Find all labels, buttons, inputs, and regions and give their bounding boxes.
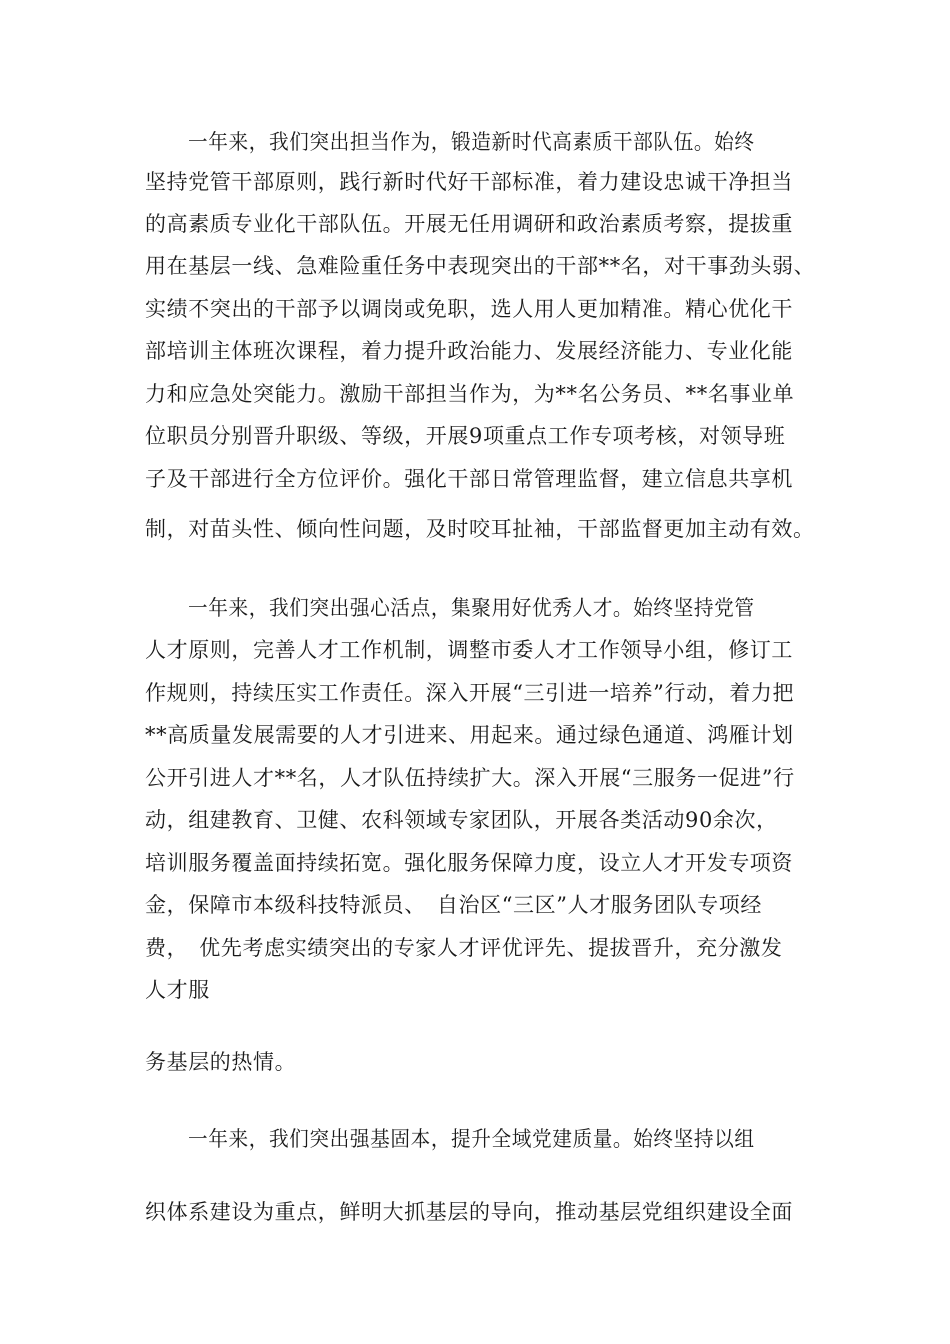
paragraph-2-line-1: 一年来，我们突出强心活点，集聚用好优秀人才。始终坚持党管: [188, 596, 755, 620]
paragraph-1-line-9: 子及干部进行全方位评价。强化干部日常管理监督，建立信息共享机: [145, 467, 793, 491]
paragraph-1-line-10: 制，对苗头性、倾向性问题，及时咬耳扯袖，干部监督更加主动有效。: [145, 517, 815, 541]
paragraph-2-line-10: 人才服: [145, 978, 210, 1002]
paragraph-3-line-1: 一年来，我们突出强基固本，提升全域党建质量。始终坚持以组: [188, 1127, 755, 1151]
paragraph-2-line-7: 培训服务覆盖面持续拓宽。强化服务保障力度，设立人才开发专项资: [145, 851, 793, 875]
paragraph-2-line-4: **高质量发展需要的人才引进来、用起来。通过绿色通道、鸿雁计划: [145, 723, 794, 747]
paragraph-2-line-6: 动，组建教育、卫健、农科领域专家团队，开展各类活动90余次，: [145, 808, 778, 832]
paragraph-1-line-7: 力和应急处突能力。激励干部担当作为，为**名公务员、**名事业单: [145, 382, 795, 406]
paragraph-2-line-2: 人才原则，完善人才工作机制，调整市委人才工作领导小组，修订工: [145, 638, 793, 662]
paragraph-1-line-3: 的高素质专业化干部队伍。开展无任用调研和政治素质考察，提拔重: [145, 212, 793, 236]
paragraph-2-line-3: 作规则，持续压实工作责任。深入开展“三引进一培养”行动，着力把: [145, 681, 795, 705]
paragraph-2-line-8: 金，保障市本级科技特派员、 自治区“三区”人才服务团队专项经: [145, 893, 762, 917]
paragraph-1-line-8: 位职员分别晋升职级、等级，开展9项重点工作专项考核，对领导班: [145, 424, 786, 448]
paragraph-1-line-4: 用在基层一线、急难险重任务中表现突出的干部**名，对干事劲头弱、: [145, 254, 816, 278]
paragraph-2-line-9: 费， 优先考虑实绩突出的专家人才评优评先、提拔晋升，充分激发: [145, 936, 783, 960]
paragraph-3-line-2: 织体系建设为重点，鲜明大抓基层的导向，推动基层党组织建设全面: [145, 1200, 793, 1224]
paragraph-1-line-6: 部培训主体班次课程，着力提升政治能力、发展经济能力、专业化能: [145, 339, 793, 363]
paragraph-1-line-5: 实绩不突出的干部予以调岗或免职，选人用人更加精准。精心优化干: [145, 297, 793, 321]
paragraph-2-line-5: 公开引进人才**名，人才队伍持续扩大。深入开展“三服务一促进”行: [145, 766, 795, 790]
paragraph-1-line-2: 坚持党管干部原则，践行新时代好干部标准，着力建设忠诚干净担当: [145, 170, 793, 194]
paragraph-2-line-11: 务基层的热情。: [145, 1050, 297, 1074]
paragraph-1-line-1: 一年来，我们突出担当作为，锻造新时代高素质干部队伍。始终: [188, 130, 755, 154]
